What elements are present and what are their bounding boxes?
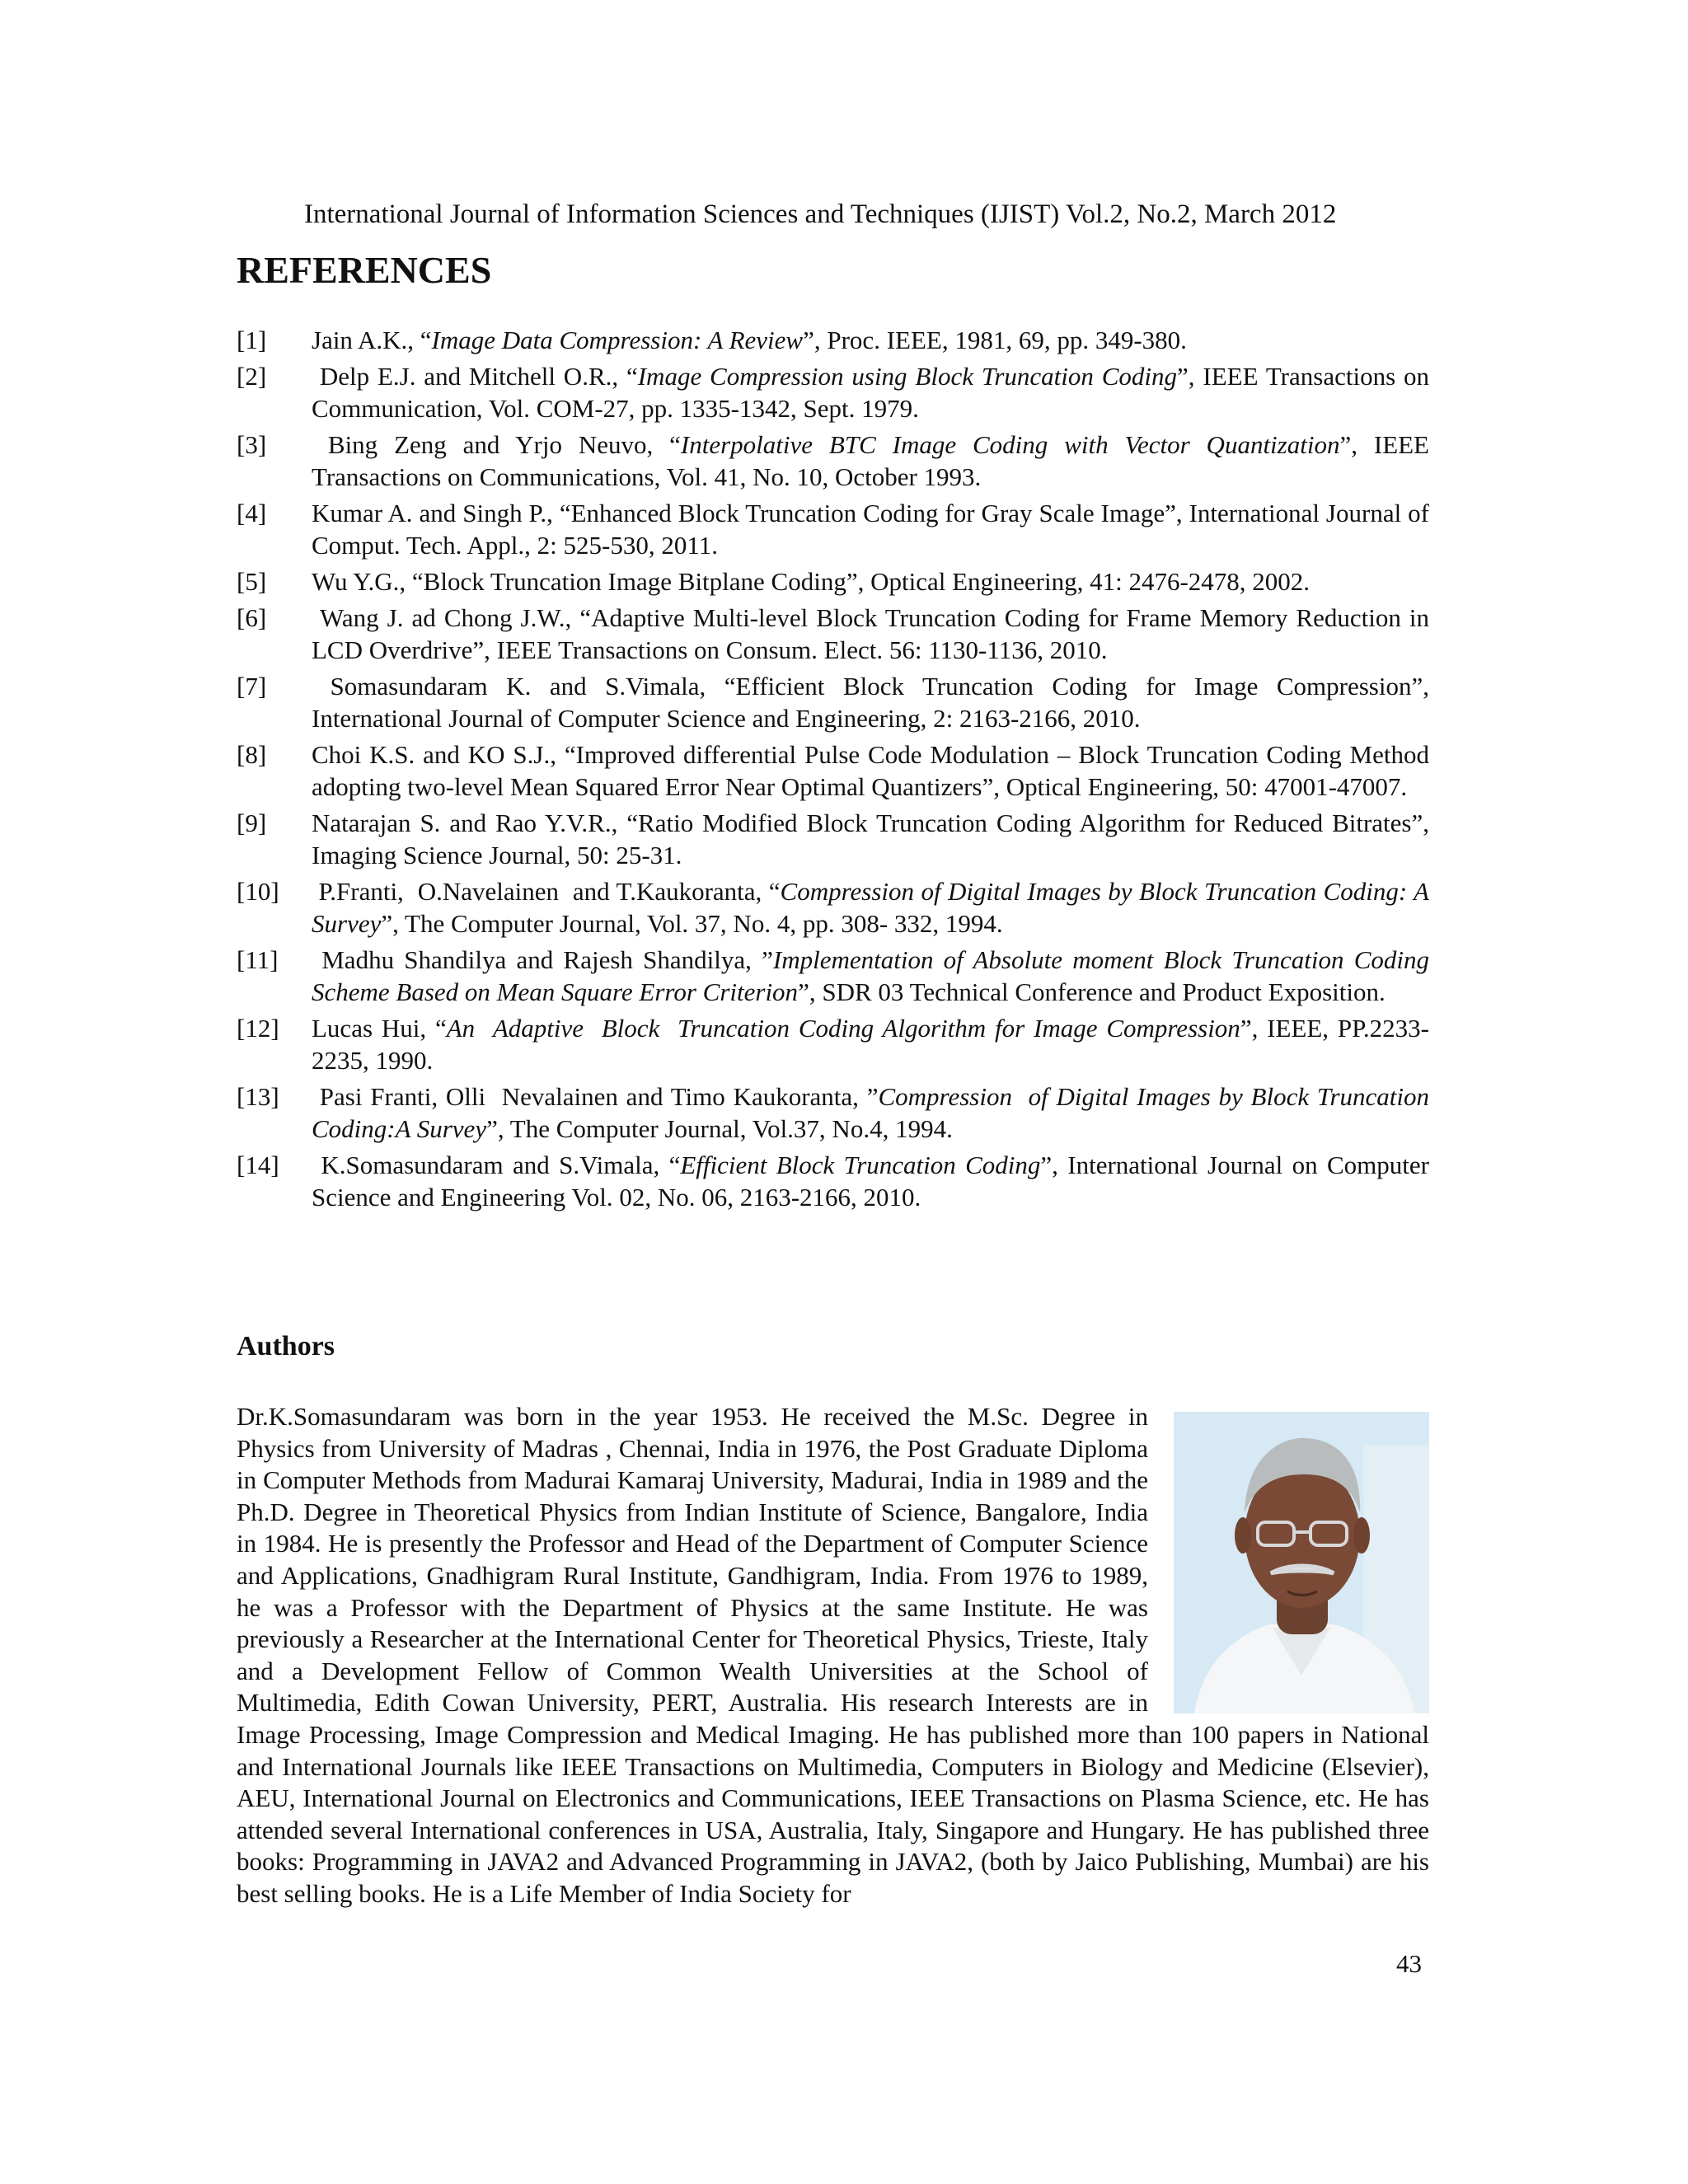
reference-number: [11] bbox=[237, 945, 279, 974]
reference-item bbox=[237, 1149, 1429, 1213]
authors-heading: Authors bbox=[237, 1331, 335, 1361]
reference-item bbox=[237, 360, 1429, 424]
reference-text: Kumar A. and Singh P., “Enhanced Block Truncation Coding for Gray Scale Image”, International Journal of Comput. Tech. Appl., 2: 525-530, 2011. bbox=[312, 499, 1429, 560]
reference-text: Madhu Shandilya and Rajesh Shandilya, ”Implementation of Absolute moment Block Truncation Coding Scheme Based on Mean Square Error Criterion”, SDR 03 Technical Conference and Product Exposition. bbox=[312, 945, 1429, 1006]
reference-number: [6] bbox=[237, 603, 267, 632]
reference-text: Jain A.K., “Image Data Compression: A Review”, Proc. IEEE, 1981, 69, pp. 349-380. bbox=[312, 326, 1187, 354]
author-portrait-image bbox=[1174, 1412, 1429, 1713]
author-bio bbox=[237, 1401, 1429, 1910]
reference-text: K.Somasundaram and S.Vimala, “Efficient Block Truncation Coding”, International Journal on Computer Science and Engineering Vol. 02, No. 06, 2163-2166, 2010. bbox=[312, 1151, 1429, 1212]
reference-text: P.Franti, O.Navelainen and T.Kaukoranta, “Compression of Digital Images by Block Truncation Coding: A Survey”, The Computer Journal, Vol. 37, No. 4, pp. 308- 332, 1994. bbox=[312, 877, 1429, 938]
reference-text: Natarajan S. and Rao Y.V.R., “Ratio Modified Block Truncation Coding Algorithm for Reduced Bitrates”, Imaging Science Journal, 50: 25-31. bbox=[312, 808, 1429, 869]
reference-number: [13] bbox=[237, 1082, 279, 1111]
reference-number: [12] bbox=[237, 1014, 279, 1043]
reference-item bbox=[237, 1080, 1429, 1145]
running-header: International Journal of Information Sciences and Techniques (IJIST) Vol.2, No.2, March 2012 bbox=[304, 199, 1337, 229]
reference-text: Wu Y.G., “Block Truncation Image Bitplane Coding”, Optical Engineering, 41: 2476-2478, 2002. bbox=[312, 567, 1311, 596]
reference-text: Choi K.S. and KO S.J., “Improved differential Pulse Code Modulation – Block Truncation Coding Method adopting two-level Mean Squared Error Near Optimal Quantizers”, Optical Engineering, 50: 47001-47007. bbox=[312, 740, 1429, 801]
reference-text: Pasi Franti, Olli Nevalainen and Timo Kaukoranta, ”Compression of Digital Images by Block Truncation Coding:A Survey”, The Computer Journal, Vol.37, No.4, 1994. bbox=[312, 1082, 1429, 1143]
reference-number: [3] bbox=[237, 430, 267, 459]
reference-text: Bing Zeng and Yrjo Neuvo, “Interpolative BTC Image Coding with Vector Quantization”, IEEE Transactions on Communications, Vol. 41, No. 10, October 1993. bbox=[312, 430, 1429, 491]
reference-number: [9] bbox=[237, 808, 267, 837]
reference-text: Wang J. ad Chong J.W., “Adaptive Multi-level Block Truncation Coding for Frame Memory Reduction in LCD Overdrive”, IEEE Transactions on Consum. Elect. 56: 1130-1136, 2010. bbox=[312, 603, 1429, 664]
reference-number: [7] bbox=[237, 672, 267, 701]
reference-number: [10] bbox=[237, 877, 279, 906]
reference-item bbox=[237, 565, 1429, 598]
reference-item bbox=[237, 738, 1429, 803]
reference-number: [1] bbox=[237, 326, 267, 354]
reference-item bbox=[237, 602, 1429, 666]
reference-number: [5] bbox=[237, 567, 267, 596]
reference-list bbox=[237, 324, 1429, 1217]
reference-number: [2] bbox=[237, 362, 267, 391]
author-bio-text: Dr.K.Somasundaram was born in the year 1953. He received the M.Sc. Degree in Physics from University of Madras , Chennai, India in 1976, the Post Graduate Diploma in Computer Methods from Madurai Kamaraj University, Madurai, India in 1989 and the Ph.D. Degree in Theoretical Physics from Indian Institute of Science, Bangalore, India in 1984. He is presently the Professor and Head of the Department of Computer Science and Applications, Gnadhigram Rural Institute, Gandhigram, India. From 1976 to 1989, he was a Professor with the Department of Physics at the same Institute. He was previously a Researcher at the International Center for Theoretical Physics, Trieste, Italy and a Development Fellow of Common Wealth Universities at the School of Multimedia, Edith Cowan University, PERT, Australia. His research Interests are in Image Processing, Image Compression and Medical Imaging. He has published more than 100 papers in National and International Journals like IEEE Transactions on Multimedia, Computers in Biology and Medicine (Elsevier), AEU, International Journal on Electronics and Communications, IEEE Transactions on Plasma Science, etc. He has attended several International conferences in USA, Australia, Italy, Singapore and Hungary. He has published three books: Programming in JAVA2 and Advanced Programming in JAVA2, (both by Jaico Publishing, Mumbai) are his best selling books. He is a Life Member of India Society for bbox=[237, 1402, 1429, 1908]
reference-item bbox=[237, 429, 1429, 493]
reference-item bbox=[237, 944, 1429, 1008]
author-photo bbox=[1174, 1412, 1429, 1713]
reference-number: [14] bbox=[237, 1151, 279, 1179]
page-number: 43 bbox=[1396, 1949, 1422, 1978]
reference-text: Lucas Hui, “An Adaptive Block Truncation Coding Algorithm for Image Compression”, IEEE, PP.2233-2235, 1990. bbox=[312, 1014, 1430, 1075]
reference-text: Somasundaram K. and S.Vimala, “Efficient Block Truncation Coding for Image Compression”, International Journal of Computer Science and Engineering, 2: 2163-2166, 2010. bbox=[312, 672, 1429, 733]
reference-text: Delp E.J. and Mitchell O.R., “Image Compression using Block Truncation Coding”, IEEE Transactions on Communication, Vol. COM-27, pp. 1335-1342, Sept. 1979. bbox=[312, 362, 1429, 423]
reference-item bbox=[237, 324, 1429, 356]
reference-item bbox=[237, 497, 1429, 561]
reference-number: [8] bbox=[237, 740, 267, 769]
reference-item bbox=[237, 875, 1429, 940]
reference-item bbox=[237, 1012, 1429, 1076]
reference-item bbox=[237, 670, 1429, 734]
reference-number: [4] bbox=[237, 499, 267, 527]
references-heading: REFERENCES bbox=[237, 249, 492, 291]
reference-item bbox=[237, 807, 1429, 871]
